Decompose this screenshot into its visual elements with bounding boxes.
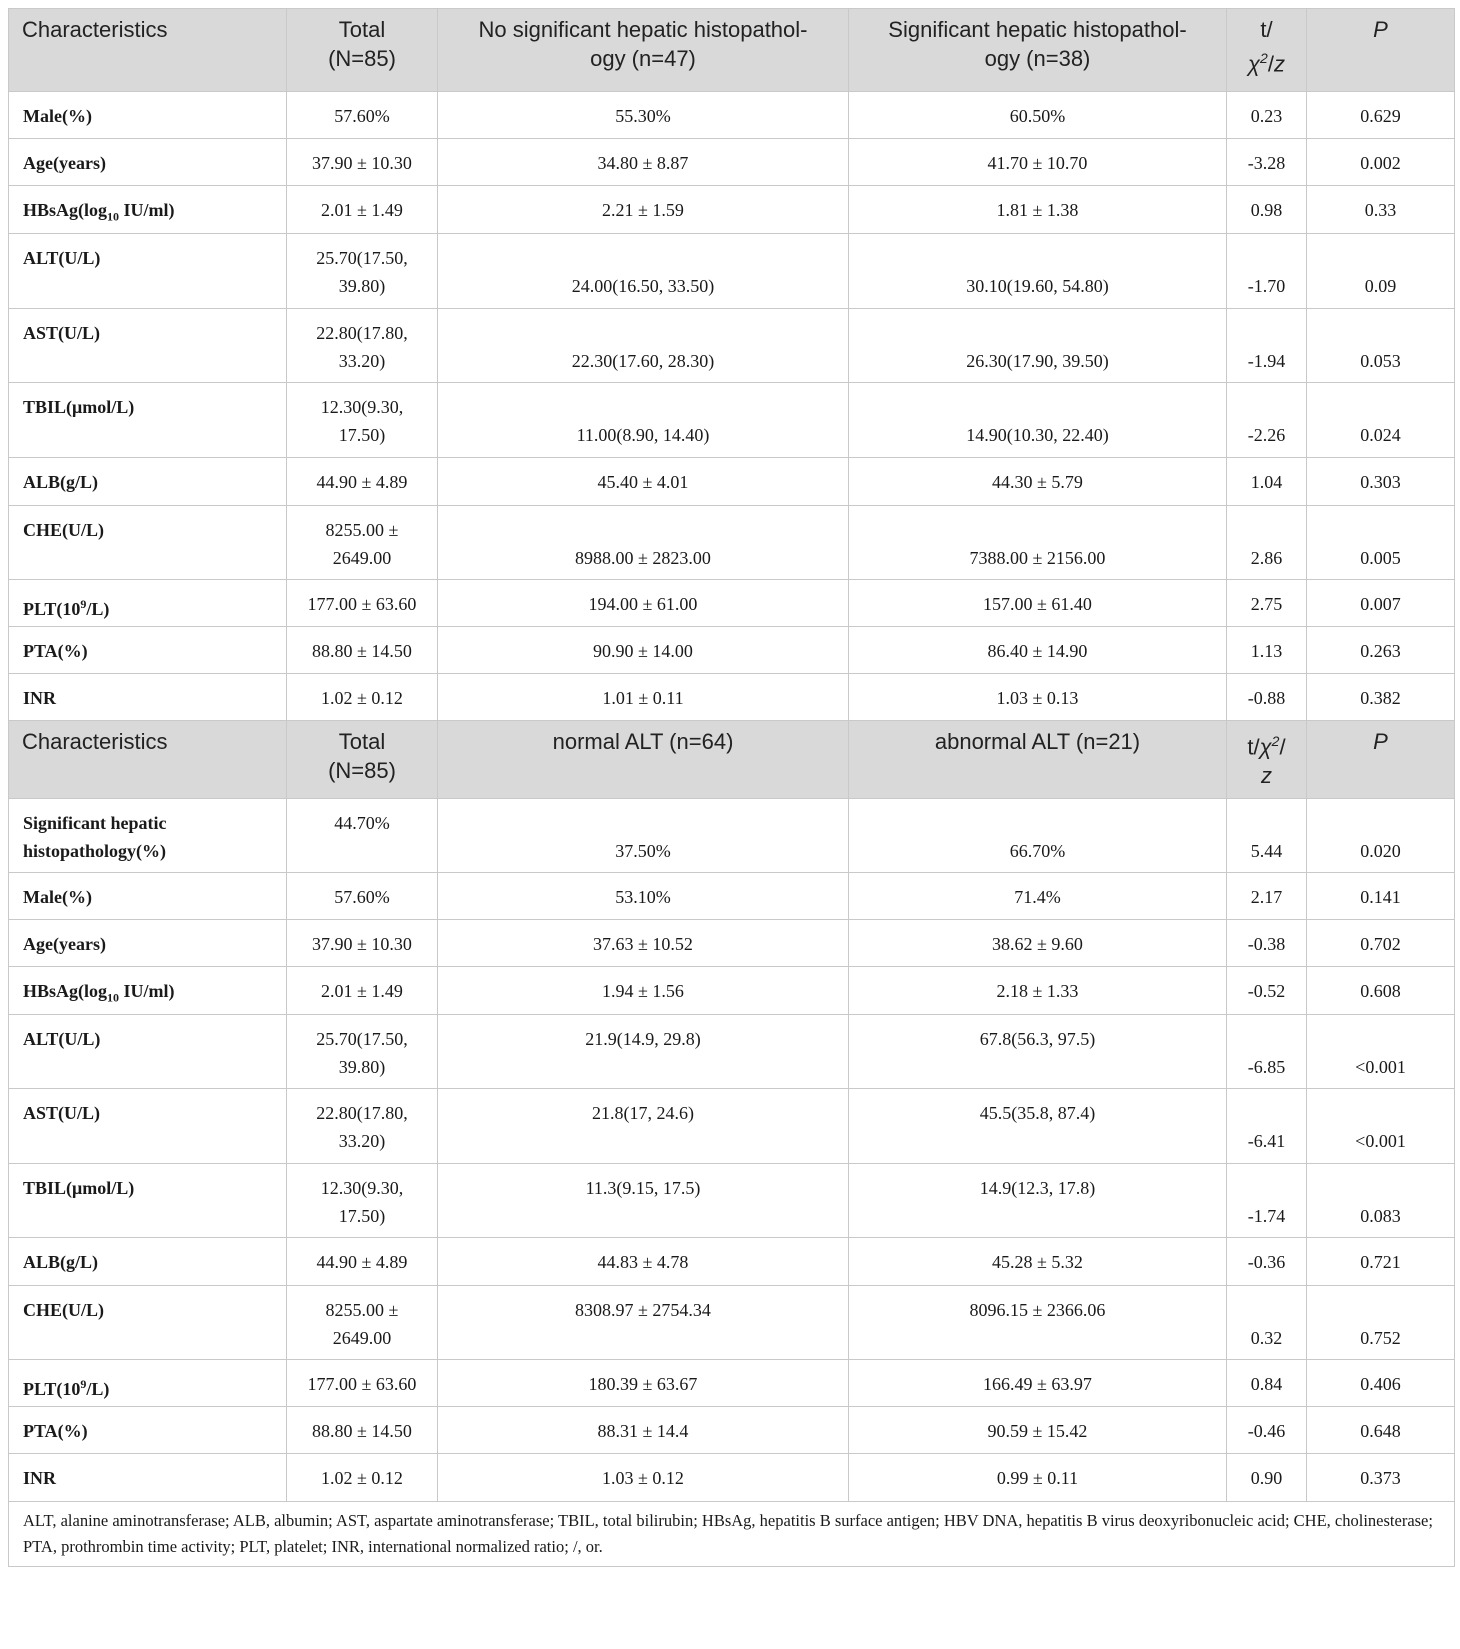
cell-statistic: 2.17	[1227, 873, 1307, 920]
cell-group-a: 194.00 ± 61.00	[438, 580, 849, 627]
header-statistic: t/ $\chi^2/z$	[1227, 9, 1307, 92]
header-total: Total (N=85)	[287, 721, 438, 799]
cell-group-a: 21.9(14.9, 29.8)	[438, 1015, 849, 1089]
cell-total: 25.70(17.50, 39.80)	[287, 1015, 438, 1089]
header-statistic: $t/\chi^2/$ z	[1227, 721, 1307, 799]
cell-statistic: -1.94	[1227, 309, 1307, 383]
table-row	[9, 139, 1455, 186]
table-row	[9, 234, 1455, 309]
row-label: Male(%)	[9, 92, 287, 139]
table-row	[9, 1015, 1455, 1089]
row-label: AST(U/L)	[9, 1089, 287, 1164]
table-row	[9, 506, 1455, 580]
footnote-row	[9, 1502, 1455, 1567]
cell-group-a: 2.21 ± 1.59	[438, 186, 849, 234]
cell-group-a: 1.01 ± 0.11	[438, 674, 849, 721]
cell-group-b: 0.99 ± 0.11	[849, 1454, 1227, 1502]
row-label: $HBsAg(\log_{10}$ IU/ml)	[9, 186, 287, 234]
table-row	[9, 580, 1455, 627]
row-label: TBIL(μmol/L)	[9, 1164, 287, 1238]
cell-group-a: 1.03 ± 0.12	[438, 1454, 849, 1502]
table-row	[9, 309, 1455, 383]
cell-total: 8255.00 ± 2649.00	[287, 1286, 438, 1360]
cell-statistic: -2.26	[1227, 383, 1307, 458]
cell-statistic: -0.46	[1227, 1407, 1307, 1454]
cell-p-value: 0.263	[1307, 627, 1455, 674]
header-p-value: P	[1307, 721, 1455, 799]
cell-group-b: 26.30(17.90, 39.50)	[849, 309, 1227, 383]
cell-group-a: 24.00(16.50, 33.50)	[438, 234, 849, 309]
table-row	[9, 674, 1455, 721]
table-row	[9, 1360, 1455, 1407]
row-label: Age(years)	[9, 139, 287, 186]
cell-total: 37.90 ± 10.30	[287, 920, 438, 967]
header-no-significant: No significant hepatic histopathol- ogy (n=47)	[438, 9, 849, 92]
cell-p-value: 0.002	[1307, 139, 1455, 186]
cell-group-b: 2.18 ± 1.33	[849, 967, 1227, 1015]
cell-statistic: 0.32	[1227, 1286, 1307, 1360]
header-row-bottom	[9, 721, 1455, 799]
table-row	[9, 1407, 1455, 1454]
row-label: Significant hepatic histopathology(%)	[9, 799, 287, 873]
cell-p-value: 0.09	[1307, 234, 1455, 309]
cell-group-b: 90.59 ± 15.42	[849, 1407, 1227, 1454]
cell-total: 1.02 ± 0.12	[287, 674, 438, 721]
cell-group-b: 66.70%	[849, 799, 1227, 873]
cell-p-value: 0.608	[1307, 967, 1455, 1015]
row-label: ALT(U/L)	[9, 1015, 287, 1089]
header-total: Total (N=85)	[287, 9, 438, 92]
cell-group-b: 14.90(10.30, 22.40)	[849, 383, 1227, 458]
row-label: ALT(U/L)	[9, 234, 287, 309]
cell-total: 57.60%	[287, 92, 438, 139]
cell-group-b: 7388.00 ± 2156.00	[849, 506, 1227, 580]
cell-total: 88.80 ± 14.50	[287, 1407, 438, 1454]
cell-group-b: 38.62 ± 9.60	[849, 920, 1227, 967]
cell-group-b: 45.28 ± 5.32	[849, 1238, 1227, 1286]
cell-statistic: -0.36	[1227, 1238, 1307, 1286]
table-row	[9, 383, 1455, 458]
row-label: CHE(U/L)	[9, 1286, 287, 1360]
header-row-top	[9, 9, 1455, 92]
row-label: INR	[9, 1454, 287, 1502]
cell-p-value: 0.005	[1307, 506, 1455, 580]
cell-statistic: -0.38	[1227, 920, 1307, 967]
row-label: $PLT(10^9/L)$	[9, 1360, 287, 1407]
cell-group-a: 37.63 ± 10.52	[438, 920, 849, 967]
cell-total: 44.90 ± 4.89	[287, 1238, 438, 1286]
table-row	[9, 92, 1455, 139]
cell-total: 25.70(17.50, 39.80)	[287, 234, 438, 309]
cell-group-b: 8096.15 ± 2366.06	[849, 1286, 1227, 1360]
row-label: INR	[9, 674, 287, 721]
cell-group-a: 55.30%	[438, 92, 849, 139]
cell-total: 12.30(9.30, 17.50)	[287, 383, 438, 458]
row-label: PTA(%)	[9, 1407, 287, 1454]
cell-group-a: 11.3(9.15, 17.5)	[438, 1164, 849, 1238]
header-characteristics: Characteristics	[9, 721, 287, 799]
cell-p-value: 0.083	[1307, 1164, 1455, 1238]
table-row	[9, 1286, 1455, 1360]
cell-statistic: 0.84	[1227, 1360, 1307, 1407]
cell-p-value: <0.001	[1307, 1015, 1455, 1089]
cell-group-b: 166.49 ± 63.97	[849, 1360, 1227, 1407]
cell-p-value: 0.024	[1307, 383, 1455, 458]
cell-group-a: 90.90 ± 14.00	[438, 627, 849, 674]
cell-statistic: -3.28	[1227, 139, 1307, 186]
cell-p-value: 0.702	[1307, 920, 1455, 967]
cell-p-value: 0.053	[1307, 309, 1455, 383]
cell-group-a: 88.31 ± 14.4	[438, 1407, 849, 1454]
cell-total: 2.01 ± 1.49	[287, 186, 438, 234]
cell-group-a: 1.94 ± 1.56	[438, 967, 849, 1015]
row-label: ALB(g/L)	[9, 458, 287, 506]
cell-group-b: 60.50%	[849, 92, 1227, 139]
row-label: Age(years)	[9, 920, 287, 967]
table-row	[9, 799, 1455, 873]
cell-statistic: 0.98	[1227, 186, 1307, 234]
cell-p-value: 0.648	[1307, 1407, 1455, 1454]
header-abnormal-alt: abnormal ALT (n=21)	[849, 721, 1227, 799]
cell-total: 37.90 ± 10.30	[287, 139, 438, 186]
cell-total: 44.90 ± 4.89	[287, 458, 438, 506]
table-row	[9, 1164, 1455, 1238]
cell-p-value: 0.721	[1307, 1238, 1455, 1286]
row-label: CHE(U/L)	[9, 506, 287, 580]
header-p-value: P	[1307, 9, 1455, 92]
row-label: TBIL(μmol/L)	[9, 383, 287, 458]
cell-p-value: <0.001	[1307, 1089, 1455, 1164]
cell-group-b: 157.00 ± 61.40	[849, 580, 1227, 627]
table-row	[9, 1089, 1455, 1164]
cell-statistic: 0.90	[1227, 1454, 1307, 1502]
header-characteristics: Characteristics	[9, 9, 287, 92]
cell-statistic: 1.04	[1227, 458, 1307, 506]
cell-statistic: -1.74	[1227, 1164, 1307, 1238]
cell-group-b: 1.81 ± 1.38	[849, 186, 1227, 234]
table-row	[9, 627, 1455, 674]
cell-total: 22.80(17.80, 33.20)	[287, 309, 438, 383]
cell-p-value: 0.303	[1307, 458, 1455, 506]
cell-total: 2.01 ± 1.49	[287, 967, 438, 1015]
cell-p-value: 0.382	[1307, 674, 1455, 721]
cell-statistic: -6.41	[1227, 1089, 1307, 1164]
cell-group-b: 1.03 ± 0.13	[849, 674, 1227, 721]
table-row	[9, 967, 1455, 1015]
cell-statistic: 2.86	[1227, 506, 1307, 580]
cell-statistic: -6.85	[1227, 1015, 1307, 1089]
cell-group-a: 8308.97 ± 2754.34	[438, 1286, 849, 1360]
row-label: $PLT(10^9/L)$	[9, 580, 287, 627]
cell-group-b: 14.9(12.3, 17.8)	[849, 1164, 1227, 1238]
table-row	[9, 1238, 1455, 1286]
cell-group-b: 44.30 ± 5.79	[849, 458, 1227, 506]
cell-group-a: 180.39 ± 63.67	[438, 1360, 849, 1407]
row-label: ALB(g/L)	[9, 1238, 287, 1286]
row-label: Male(%)	[9, 873, 287, 920]
cell-group-a: 11.00(8.90, 14.40)	[438, 383, 849, 458]
table-row	[9, 1454, 1455, 1502]
row-label: PTA(%)	[9, 627, 287, 674]
table-row	[9, 186, 1455, 234]
footnote: ALT, alanine aminotransferase; ALB, albumin; AST, aspartate aminotransferase; TBIL, total bilirubin; HBsAg, hepatitis B surface antigen; HBV DNA, hepatitis B virus deoxyribonucleic acid; CHE, cholinesterase; PTA, prothrombin time activity; PLT, platelet; INR, international normalized ratio; /, or.	[9, 1502, 1455, 1567]
characteristics-table	[8, 8, 1455, 1567]
cell-p-value: 0.629	[1307, 92, 1455, 139]
cell-p-value: 0.141	[1307, 873, 1455, 920]
cell-statistic: -0.52	[1227, 967, 1307, 1015]
cell-p-value: 0.752	[1307, 1286, 1455, 1360]
row-label: $HBsAg(\log_{10}$ IU/ml)	[9, 967, 287, 1015]
cell-statistic: -0.88	[1227, 674, 1307, 721]
table-row	[9, 458, 1455, 506]
cell-group-a: 34.80 ± 8.87	[438, 139, 849, 186]
cell-group-a: 21.8(17, 24.6)	[438, 1089, 849, 1164]
cell-statistic: 0.23	[1227, 92, 1307, 139]
cell-group-a: 8988.00 ± 2823.00	[438, 506, 849, 580]
cell-total: 177.00 ± 63.60	[287, 1360, 438, 1407]
cell-statistic: -1.70	[1227, 234, 1307, 309]
cell-total: 57.60%	[287, 873, 438, 920]
row-label: AST(U/L)	[9, 309, 287, 383]
cell-statistic: 2.75	[1227, 580, 1307, 627]
cell-group-b: 67.8(56.3, 97.5)	[849, 1015, 1227, 1089]
cell-total: 177.00 ± 63.60	[287, 580, 438, 627]
cell-group-a: 22.30(17.60, 28.30)	[438, 309, 849, 383]
cell-group-b: 30.10(19.60, 54.80)	[849, 234, 1227, 309]
cell-total: 1.02 ± 0.12	[287, 1454, 438, 1502]
cell-group-b: 71.4%	[849, 873, 1227, 920]
cell-total: 88.80 ± 14.50	[287, 627, 438, 674]
header-normal-alt: normal ALT (n=64)	[438, 721, 849, 799]
cell-statistic: 5.44	[1227, 799, 1307, 873]
cell-total: 12.30(9.30, 17.50)	[287, 1164, 438, 1238]
cell-total: 22.80(17.80, 33.20)	[287, 1089, 438, 1164]
table-row	[9, 920, 1455, 967]
cell-p-value: 0.007	[1307, 580, 1455, 627]
cell-statistic: 1.13	[1227, 627, 1307, 674]
cell-p-value: 0.33	[1307, 186, 1455, 234]
table-row	[9, 873, 1455, 920]
cell-group-a: 37.50%	[438, 799, 849, 873]
cell-group-a: 45.40 ± 4.01	[438, 458, 849, 506]
header-significant: Significant hepatic histopathol- ogy (n=38)	[849, 9, 1227, 92]
cell-group-a: 53.10%	[438, 873, 849, 920]
cell-total: 44.70%	[287, 799, 438, 873]
cell-total: 8255.00 ± 2649.00	[287, 506, 438, 580]
cell-group-b: 86.40 ± 14.90	[849, 627, 1227, 674]
cell-group-b: 45.5(35.8, 87.4)	[849, 1089, 1227, 1164]
cell-group-a: 44.83 ± 4.78	[438, 1238, 849, 1286]
cell-p-value: 0.020	[1307, 799, 1455, 873]
cell-p-value: 0.406	[1307, 1360, 1455, 1407]
cell-group-b: 41.70 ± 10.70	[849, 139, 1227, 186]
cell-p-value: 0.373	[1307, 1454, 1455, 1502]
